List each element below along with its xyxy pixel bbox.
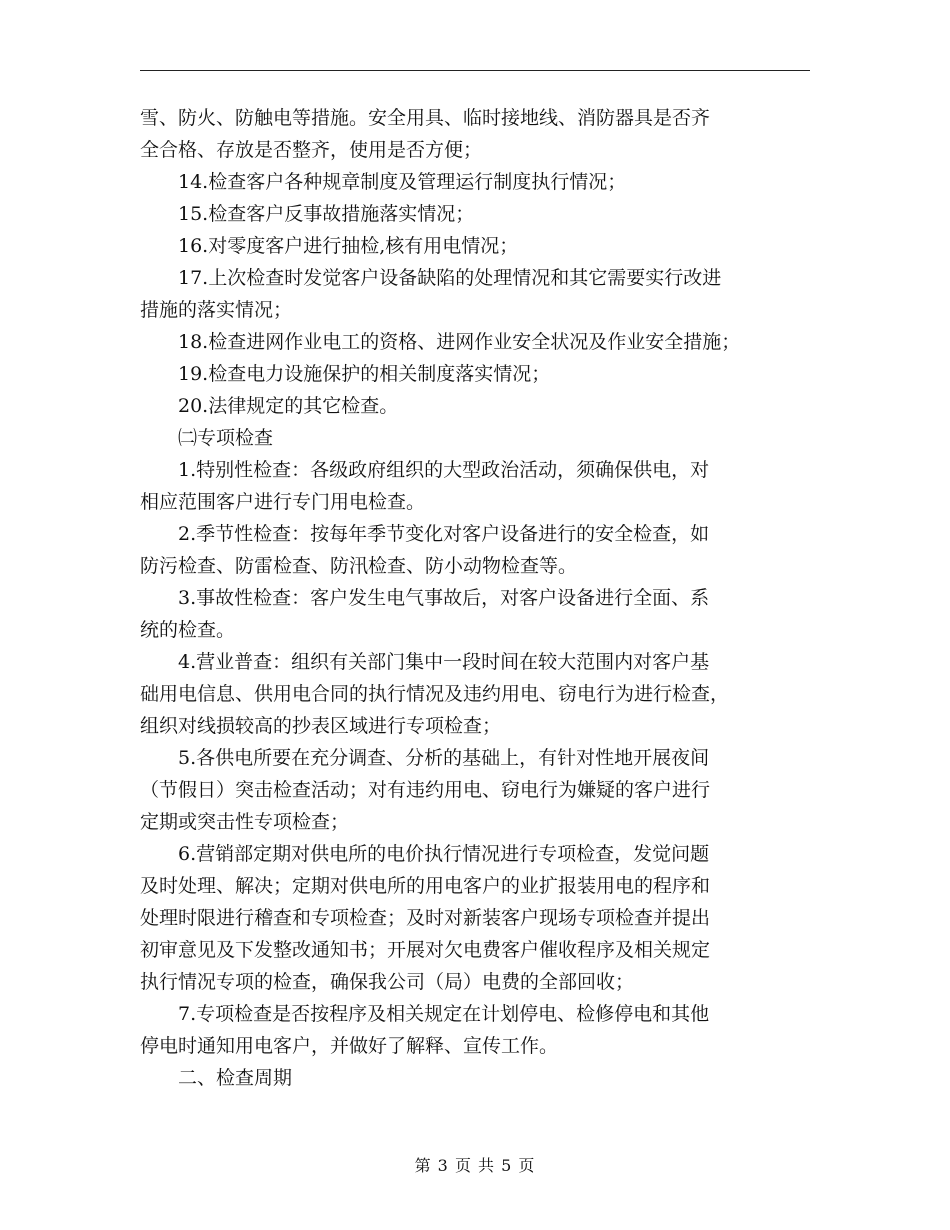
text-line: 5.各供电所要在充分调查、分析的基础上，有针对性地开展夜间 xyxy=(178,747,710,769)
text-line: 18.检查进网作业电工的资格、进网作业安全状况及作业安全措施； xyxy=(178,331,741,353)
text-line: 15.检查客户反事故措施落实情况； xyxy=(178,203,475,225)
text-line: ㈡专项检查 xyxy=(178,427,274,449)
text-line: 19.检查电力设施保护的相关制度落实情况； xyxy=(178,363,551,385)
text-line: 16.对零度客户进行抽检,核有用电情况； xyxy=(178,235,519,257)
text-line: 4.营业普查：组织有关部门集中一段时间在较大范围内对客户基 xyxy=(178,651,710,673)
text-line: 及时处理、解决；定期对供电所的用电客户的业扩报装用电的程序和 xyxy=(140,875,711,897)
text-line: 处理时限进行稽查和专项检查；及时对新装客户现场专项检查并提出 xyxy=(140,907,711,929)
text-line: 初审意见及下发整改通知书；开展对欠电费客户催收程序及相关规定 xyxy=(140,939,711,961)
text-line: 统的检查。 xyxy=(140,619,236,641)
text-line: 全合格、存放是否整齐，使用是否方便； xyxy=(140,139,483,161)
text-line: 相应范围客户进行专门用电检查。 xyxy=(140,491,426,513)
document-body xyxy=(140,102,820,1094)
page-footer: 第 3 页 共 5 页 xyxy=(414,1156,536,1175)
text-line: 础用电信息、供用电合同的执行情况及违约用电、窃电行为进行检查， xyxy=(140,683,730,705)
text-line: 二、检查周期 xyxy=(178,1067,293,1089)
text-line: 定期或突击性专项检查； xyxy=(140,811,350,833)
text-line: 14.检查客户各种规章制度及管理运行制度执行情况； xyxy=(178,171,627,193)
header-rule xyxy=(140,70,810,71)
text-line: 3.事故性检查：客户发生电气事故后，对客户设备进行全面、系 xyxy=(178,587,710,609)
text-line: 停电时通知用电客户，并做好了解释、宣传工作。 xyxy=(140,1035,559,1057)
text-line: 6.营销部定期对供电所的电价执行情况进行专项检查，发觉问题 xyxy=(178,843,710,865)
text-line: 组织对线损较高的抄表区域进行专项检查； xyxy=(140,715,502,737)
text-line: 1.特别性检查：各级政府组织的大型政治活动，须确保供电，对 xyxy=(178,459,710,481)
text-line: 雪、防火、防触电等措施。安全用具、临时接地线、消防器具是否齐 xyxy=(140,107,711,129)
text-line: 17.上次检查时发觉客户设备缺陷的处理情况和其它需要实行改进 xyxy=(178,267,722,289)
text-line: 措施的落实情况； xyxy=(140,299,293,321)
text-line: 执行情况专项的检查，确保我公司（局）电费的全部回收； xyxy=(140,971,635,993)
text-line: 2.季节性检查：按每年季节变化对客户设备进行的安全检查，如 xyxy=(178,523,710,545)
text-line: （节假日）突击检查活动；对有违约用电、窃电行为嫌疑的客户进行 xyxy=(140,779,711,801)
text-line: 防污检查、防雷检查、防汛检查、防小动物检查等。 xyxy=(140,555,578,577)
text-line: 7.专项检查是否按程序及相关规定在计划停电、检修停电和其他 xyxy=(178,1003,710,1025)
text-line: 20.法律规定的其它检查。 xyxy=(178,395,399,417)
